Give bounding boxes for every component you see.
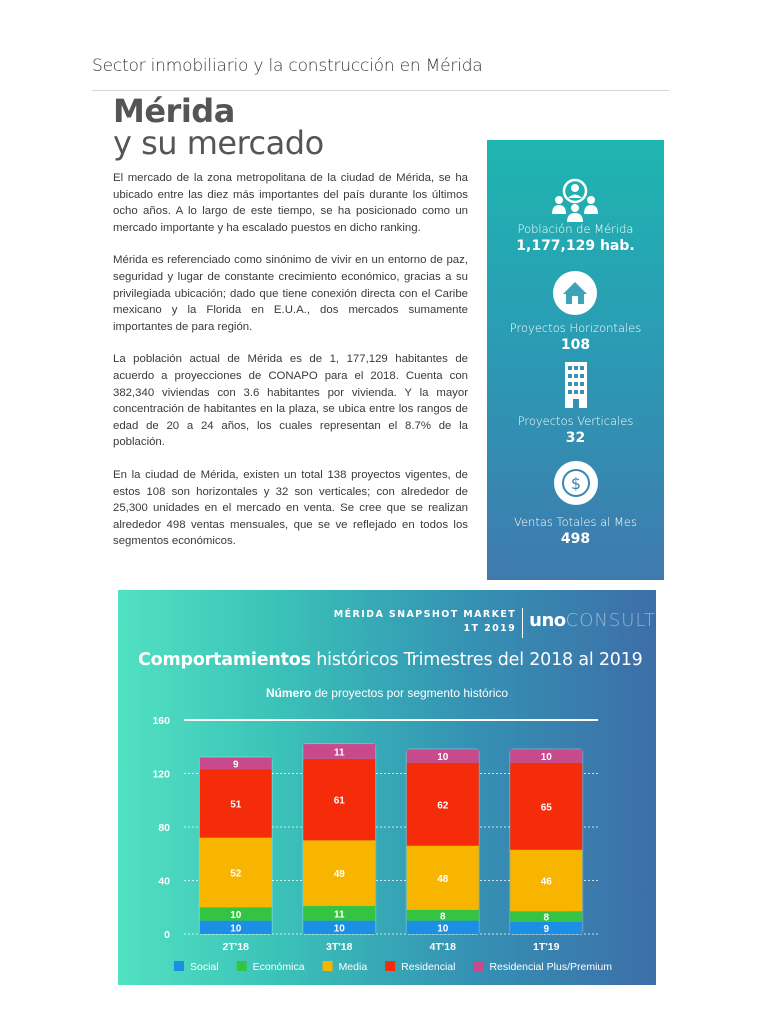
stats-panel bbox=[487, 140, 664, 580]
paragraph-1: El mercado de la zona metropolitana de la ciudad de Mérida, se ha ubicado entre las diez más importantes del país durante los últimos ocho años. A lo largo de este tiempo, se ha posicionado como un mercado importante y ha escalado puestos en dicho ranking. bbox=[113, 172, 468, 234]
legend-swatch bbox=[323, 961, 333, 971]
legend-label: Residencial Plus/Premium bbox=[489, 961, 612, 973]
bar-data-label: 52 bbox=[230, 868, 242, 880]
paragraph-4: En la ciudad de Mérida, existen un total 138 proyectos vigentes, de estos 108 son horizontales y 32 son verticales; con alrededor de 25,300 unidades en el mercado en venta. Se cree que se realizan alrededor 498 ventas mensuales, que se ve reflejado en todos los segmentos económicos. bbox=[113, 468, 468, 548]
house-icon bbox=[552, 270, 598, 316]
x-tick-label: 1T'19 bbox=[533, 941, 560, 953]
bar-data-label: 9 bbox=[543, 923, 550, 935]
header-divider bbox=[92, 90, 669, 91]
bar-data-label: 61 bbox=[333, 795, 345, 807]
legend-swatch bbox=[174, 961, 184, 971]
bar-data-label: 65 bbox=[540, 802, 552, 814]
stat-value: 498 bbox=[560, 531, 591, 547]
bar-data-label: 10 bbox=[333, 923, 345, 935]
legend-label: Residencial bbox=[401, 961, 456, 973]
bar-data-label: 8 bbox=[543, 912, 550, 924]
svg-text:$: $ bbox=[570, 474, 582, 493]
x-tick-label: 3T'18 bbox=[326, 941, 353, 953]
y-tick-label: 0 bbox=[164, 929, 170, 941]
building-icon bbox=[565, 362, 587, 408]
population-icon bbox=[551, 176, 599, 222]
bar-data-label: 62 bbox=[437, 800, 449, 812]
bar-data-label: 10 bbox=[230, 923, 242, 935]
bar-data-label: 8 bbox=[439, 911, 446, 923]
stat-value: 32 bbox=[565, 430, 586, 446]
stat-vertical bbox=[487, 414, 664, 446]
chart-title-bold: Comportamientos bbox=[138, 650, 311, 670]
article-body bbox=[113, 170, 468, 566]
bar-data-label: 10 bbox=[540, 752, 552, 764]
bar-data-label: 9 bbox=[232, 759, 239, 771]
chart-subtitle-rest: de proyectos por segmento histórico bbox=[311, 686, 509, 700]
legend-swatch bbox=[473, 961, 483, 971]
stat-value: 108 bbox=[560, 337, 591, 353]
legend-label: Media bbox=[338, 961, 368, 973]
article-subtitle: y su mercado bbox=[113, 124, 324, 162]
paragraph-2: Mérida es referenciado como sinónimo de vivir en un entorno de paz, seguridad y lugar de constante crecimiento económico, gracias a su privilegiada ubicación; dado que tiene conexión directa con el Caribe mexicano y la Florida en E.U.A., dos mercados sumamente importantes de para región. bbox=[113, 254, 468, 333]
brand-logo-faded: CONSULT bbox=[565, 610, 656, 631]
stat-sales bbox=[487, 515, 664, 547]
stacked-bar-chart bbox=[118, 590, 656, 985]
chart-panel bbox=[118, 590, 656, 985]
x-tick-label: 4T'18 bbox=[429, 941, 456, 953]
bar-data-label: 51 bbox=[230, 799, 242, 811]
y-tick-label: 80 bbox=[158, 822, 170, 834]
legend-label: Económica bbox=[252, 961, 305, 973]
stat-population bbox=[487, 222, 664, 254]
page-header-title: Sector inmobiliario y la construcción en Mérida bbox=[92, 56, 483, 76]
stat-label: Proyectos Horizontales bbox=[509, 321, 642, 335]
bar-data-label: 46 bbox=[540, 876, 552, 888]
paragraph-3: La población actual de Mérida es de 1, 177,129 habitantes de acuerdo a proyecciones de CONAPO para el 2018. Cuenta con 382,340 viviendas con 3.6 habitantes por vivienda. Y la mayor concentración de habitantes en la plaza, se ubica entre los rangos de edad de 20 a 24 años, los cuales representan el 8.7% de la población. bbox=[113, 353, 468, 449]
stat-label: Población de Mérida bbox=[517, 222, 634, 236]
legend-label: Social bbox=[190, 961, 219, 973]
y-tick-label: 120 bbox=[152, 768, 170, 781]
stat-label: Proyectos Verticales bbox=[517, 414, 634, 428]
bar-data-label: 10 bbox=[437, 923, 449, 935]
legend-swatch bbox=[385, 961, 395, 971]
stat-label: Ventas Totales al Mes bbox=[513, 515, 637, 529]
y-tick-label: 40 bbox=[158, 875, 170, 888]
chart-title-rest: históricos Trimestres del 2018 al 2019 bbox=[310, 650, 643, 670]
x-tick-label: 2T'18 bbox=[222, 941, 249, 953]
chart-subtitle-bold: Número bbox=[265, 686, 312, 700]
bar-data-label: 10 bbox=[437, 752, 449, 764]
stat-horizontal bbox=[487, 321, 664, 353]
bar-data-label: 49 bbox=[333, 869, 345, 881]
stat-value: 1,177,129 hab. bbox=[516, 238, 635, 254]
bar-data-label: 10 bbox=[230, 909, 242, 921]
brand-line-1: MÉRIDA SNAPSHOT MARKET bbox=[333, 609, 517, 620]
legend-swatch bbox=[237, 961, 247, 971]
brand-line-2: 1T 2019 bbox=[463, 623, 517, 634]
bar-data-label: 48 bbox=[437, 873, 449, 885]
dollar-coin-icon bbox=[553, 460, 599, 506]
bar-data-label: 11 bbox=[333, 909, 345, 921]
bar-data-label: 11 bbox=[333, 747, 345, 759]
article-title: Mérida bbox=[113, 92, 235, 130]
brand-logo-main: uno bbox=[529, 610, 566, 631]
y-tick-label: 160 bbox=[152, 715, 170, 727]
